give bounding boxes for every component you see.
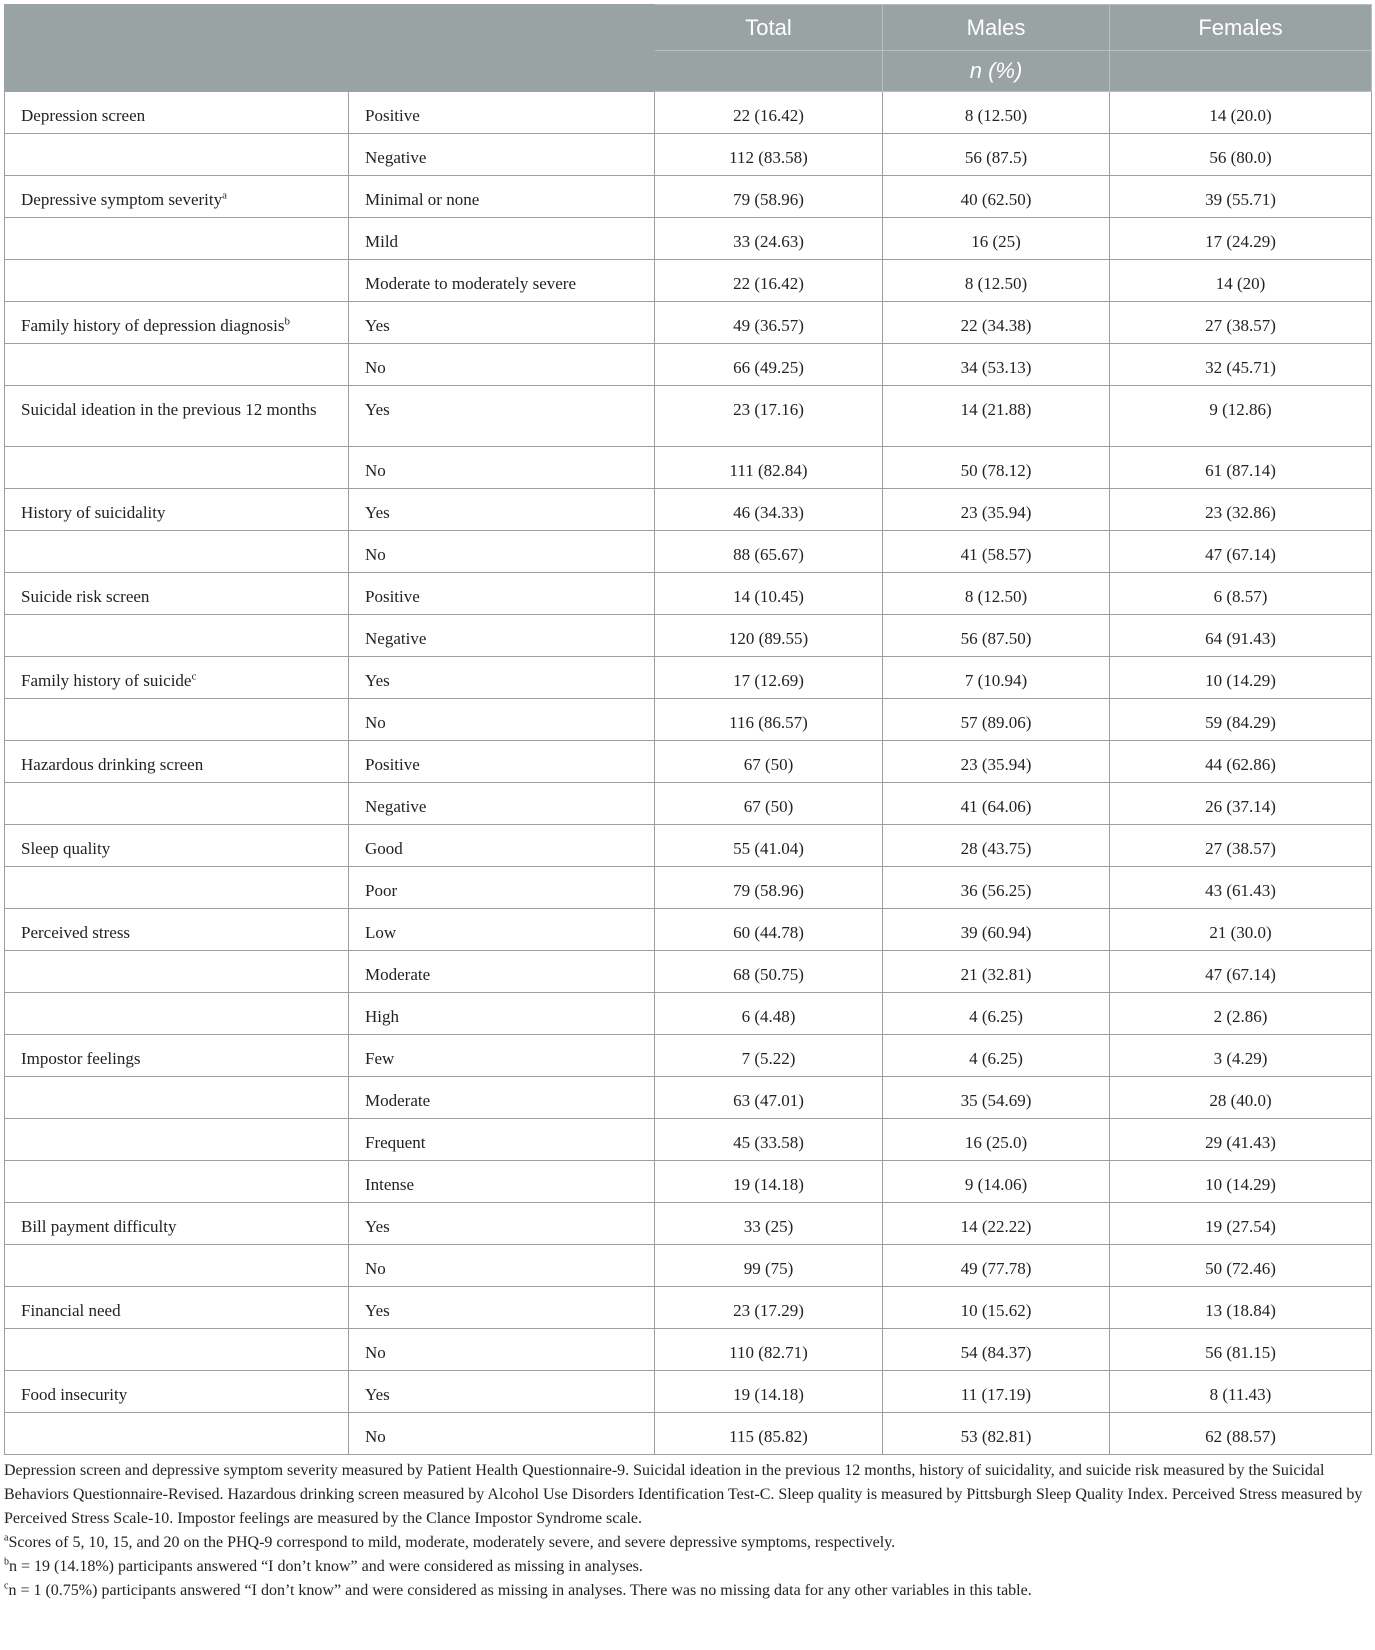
table-row (5, 260, 1372, 302)
footnote-ref: c (191, 670, 197, 683)
cell-category: No (349, 1245, 655, 1287)
cell-category: Mild (349, 218, 655, 260)
variable-label: Depressive symptom severity (21, 190, 223, 209)
cell-males: 23 (35.94) (883, 489, 1110, 531)
cell-variable (5, 615, 349, 657)
footnote-ref: b (284, 315, 290, 328)
cell-total: 14 (10.45) (655, 573, 883, 615)
cell-total: 79 (58.96) (655, 176, 883, 218)
cell-variable (5, 573, 349, 615)
cell-variable (5, 447, 349, 489)
cell-category: High (349, 993, 655, 1035)
cell-total: 22 (16.42) (655, 260, 883, 302)
table-row (5, 1203, 1372, 1245)
cell-males: 21 (32.81) (883, 951, 1110, 993)
header-unit-n: n (969, 58, 982, 83)
cell-females: 59 (84.29) (1110, 699, 1372, 741)
cell-total: 112 (83.58) (655, 134, 883, 176)
cell-variable (5, 302, 349, 344)
cell-males: 8 (12.50) (883, 260, 1110, 302)
cell-category: Moderate to moderately severe (349, 260, 655, 302)
cell-females: 10 (14.29) (1110, 1161, 1372, 1203)
cell-total: 33 (25) (655, 1203, 883, 1245)
cell-females: 56 (80.0) (1110, 134, 1372, 176)
cell-males: 39 (60.94) (883, 909, 1110, 951)
table-row (5, 825, 1372, 867)
cell-variable (5, 1413, 349, 1455)
cell-females: 17 (24.29) (1110, 218, 1372, 260)
table-row (5, 867, 1372, 909)
cell-males: 8 (12.50) (883, 92, 1110, 134)
variable-label: Suicide risk screen (21, 587, 150, 606)
header-blank-variable (5, 5, 349, 92)
cell-females: 43 (61.43) (1110, 867, 1372, 909)
header-unit-left (655, 51, 883, 92)
cell-total: 66 (49.25) (655, 344, 883, 386)
cell-variable (5, 993, 349, 1035)
cell-males: 57 (89.06) (883, 699, 1110, 741)
variable-label: Suicidal ideation in the previous 12 months (21, 400, 317, 419)
cell-variable (5, 783, 349, 825)
cell-males: 54 (84.37) (883, 1329, 1110, 1371)
cell-females: 50 (72.46) (1110, 1245, 1372, 1287)
table-row (5, 344, 1372, 386)
header-unit-rest: (%) (981, 58, 1023, 83)
cell-females: 8 (11.43) (1110, 1371, 1372, 1413)
cell-females: 64 (91.43) (1110, 615, 1372, 657)
cell-variable (5, 386, 349, 447)
table-row (5, 951, 1372, 993)
table-container (4, 4, 1371, 1603)
cell-total: 67 (50) (655, 741, 883, 783)
cell-males: 40 (62.50) (883, 176, 1110, 218)
cell-category: No (349, 531, 655, 573)
table-body (5, 92, 1372, 1455)
table-row (5, 92, 1372, 134)
table-row (5, 1035, 1372, 1077)
table-row (5, 741, 1372, 783)
cell-variable (5, 825, 349, 867)
variable-label: Food insecurity (21, 1385, 128, 1404)
cell-females: 28 (40.0) (1110, 1077, 1372, 1119)
cell-category: Negative (349, 615, 655, 657)
cell-males: 8 (12.50) (883, 573, 1110, 615)
cell-variable (5, 1077, 349, 1119)
cell-males: 4 (6.25) (883, 993, 1110, 1035)
cell-variable (5, 344, 349, 386)
cell-total: 45 (33.58) (655, 1119, 883, 1161)
cell-females: 39 (55.71) (1110, 176, 1372, 218)
cell-females: 13 (18.84) (1110, 1287, 1372, 1329)
footnote-text: Scores of 5, 10, 15, and 20 on the PHQ-9 correspond to mild, moderate, moderately severe, and severe depressive symptoms, respectively. (8, 1534, 896, 1551)
table-row (5, 531, 1372, 573)
cell-males: 23 (35.94) (883, 741, 1110, 783)
cell-females: 61 (87.14) (1110, 447, 1372, 489)
header-blank-category (349, 5, 655, 92)
table-row (5, 909, 1372, 951)
table-row (5, 134, 1372, 176)
table-row (5, 1119, 1372, 1161)
cell-males: 50 (78.12) (883, 447, 1110, 489)
table-notes (4, 1459, 1371, 1603)
cell-category: No (349, 344, 655, 386)
variable-label: Perceived stress (21, 923, 131, 942)
table-row (5, 176, 1372, 218)
cell-variable (5, 92, 349, 134)
footnote-c (4, 1579, 1371, 1603)
cell-variable (5, 657, 349, 699)
cell-variable (5, 1203, 349, 1245)
cell-category: Positive (349, 573, 655, 615)
cell-variable (5, 1245, 349, 1287)
cell-variable (5, 1119, 349, 1161)
cell-females: 26 (37.14) (1110, 783, 1372, 825)
table-row (5, 783, 1372, 825)
cell-females: 44 (62.86) (1110, 741, 1372, 783)
table-header (5, 5, 1372, 92)
header-males: Males (883, 5, 1110, 51)
header-total: Total (655, 5, 883, 51)
cell-males: 53 (82.81) (883, 1413, 1110, 1455)
table-row (5, 615, 1372, 657)
cell-total: 22 (16.42) (655, 92, 883, 134)
cell-females: 47 (67.14) (1110, 531, 1372, 573)
footnote-ref: a (222, 189, 228, 202)
cell-females: 29 (41.43) (1110, 1119, 1372, 1161)
cell-category: No (349, 447, 655, 489)
cell-total: 67 (50) (655, 783, 883, 825)
cell-category: Yes (349, 489, 655, 531)
header-unit-right (1110, 51, 1372, 92)
cell-category: Yes (349, 657, 655, 699)
table-row (5, 699, 1372, 741)
cell-category: No (349, 1413, 655, 1455)
footnote-text: n = 19 (14.18%) participants answered “I don’t know” and were considered as missing in analyses. (9, 1558, 643, 1575)
cell-category: Yes (349, 1371, 655, 1413)
cell-females: 27 (38.57) (1110, 825, 1372, 867)
cell-males: 34 (53.13) (883, 344, 1110, 386)
cell-category: Good (349, 825, 655, 867)
footnote-mark: c (4, 1580, 9, 1592)
notes-main: Depression screen and depressive symptom severity measured by Patient Health Questionnaire-9. Suicidal ideation in the previous 12 months, history of suicidality, and suicide risk measured by the Suicidal Behaviors Questionnaire-Revised. Hazardous drinking screen measured by Alcohol Use Disorders Identification Test-C. Sleep quality is measured by Pittsburgh Sleep Quality Index. Perceived Stress measured by Perceived Stress Scale-10. Impostor feelings are measured by the Clance Impostor Syndrome scale. (4, 1462, 1363, 1527)
cell-variable (5, 909, 349, 951)
cell-males: 14 (21.88) (883, 386, 1110, 447)
cell-total: 55 (41.04) (655, 825, 883, 867)
table-row (5, 1329, 1372, 1371)
cell-females: 9 (12.86) (1110, 386, 1372, 447)
cell-total: 63 (47.01) (655, 1077, 883, 1119)
cell-females: 47 (67.14) (1110, 951, 1372, 993)
cell-variable (5, 1287, 349, 1329)
cell-category: Positive (349, 741, 655, 783)
cell-variable (5, 260, 349, 302)
cell-total: 115 (85.82) (655, 1413, 883, 1455)
header-unit (883, 51, 1110, 92)
cell-category: Moderate (349, 1077, 655, 1119)
table-row (5, 573, 1372, 615)
cell-males: 4 (6.25) (883, 1035, 1110, 1077)
cell-category: Few (349, 1035, 655, 1077)
cell-category: Yes (349, 386, 655, 447)
cell-females: 19 (27.54) (1110, 1203, 1372, 1245)
cell-males: 49 (77.78) (883, 1245, 1110, 1287)
cell-females: 32 (45.71) (1110, 344, 1372, 386)
variable-label: Impostor feelings (21, 1049, 141, 1068)
cell-males: 41 (64.06) (883, 783, 1110, 825)
cell-males: 28 (43.75) (883, 825, 1110, 867)
cell-total: 7 (5.22) (655, 1035, 883, 1077)
cell-total: 49 (36.57) (655, 302, 883, 344)
cell-males: 7 (10.94) (883, 657, 1110, 699)
cell-females: 21 (30.0) (1110, 909, 1372, 951)
variable-label: History of suicidality (21, 503, 166, 522)
table-row (5, 1161, 1372, 1203)
cell-males: 36 (56.25) (883, 867, 1110, 909)
table-row (5, 218, 1372, 260)
table-row (5, 1413, 1372, 1455)
cell-variable (5, 176, 349, 218)
variable-label: Bill payment difficulty (21, 1217, 177, 1236)
cell-total: 17 (12.69) (655, 657, 883, 699)
cell-females: 6 (8.57) (1110, 573, 1372, 615)
variable-label: Hazardous drinking screen (21, 755, 204, 774)
cell-total: 60 (44.78) (655, 909, 883, 951)
footnote-text: n = 1 (0.75%) participants answered “I don’t know” and were considered as missing in analyses. There was no missing data for any other variables in this table. (8, 1582, 1032, 1599)
cell-males: 11 (17.19) (883, 1371, 1110, 1413)
cell-variable (5, 134, 349, 176)
cell-category: Frequent (349, 1119, 655, 1161)
cell-variable (5, 531, 349, 573)
cell-category: Positive (349, 92, 655, 134)
cell-variable (5, 1371, 349, 1413)
cell-females: 56 (81.15) (1110, 1329, 1372, 1371)
table-row (5, 447, 1372, 489)
cell-category: Yes (349, 1203, 655, 1245)
cell-females: 2 (2.86) (1110, 993, 1372, 1035)
cell-total: 110 (82.71) (655, 1329, 883, 1371)
cell-females: 10 (14.29) (1110, 657, 1372, 699)
cell-females: 23 (32.86) (1110, 489, 1372, 531)
cell-males: 16 (25) (883, 218, 1110, 260)
cell-total: 99 (75) (655, 1245, 883, 1287)
cell-category: Yes (349, 302, 655, 344)
cell-total: 19 (14.18) (655, 1371, 883, 1413)
cell-total: 88 (65.67) (655, 531, 883, 573)
footnote-a (4, 1531, 1371, 1555)
cell-variable (5, 489, 349, 531)
cell-females: 62 (88.57) (1110, 1413, 1372, 1455)
cell-variable (5, 218, 349, 260)
cell-total: 79 (58.96) (655, 867, 883, 909)
cell-males: 10 (15.62) (883, 1287, 1110, 1329)
variable-label: Family history of suicide (21, 671, 192, 690)
cell-variable (5, 951, 349, 993)
cell-females: 3 (4.29) (1110, 1035, 1372, 1077)
cell-category: Low (349, 909, 655, 951)
cell-category: Moderate (349, 951, 655, 993)
table-row (5, 302, 1372, 344)
results-table (4, 4, 1372, 1455)
table-row (5, 386, 1372, 447)
table-row (5, 1077, 1372, 1119)
cell-total: 19 (14.18) (655, 1161, 883, 1203)
cell-males: 35 (54.69) (883, 1077, 1110, 1119)
cell-variable (5, 1329, 349, 1371)
cell-category: Minimal or none (349, 176, 655, 218)
cell-total: 120 (89.55) (655, 615, 883, 657)
cell-males: 9 (14.06) (883, 1161, 1110, 1203)
cell-variable (5, 741, 349, 783)
cell-total: 46 (34.33) (655, 489, 883, 531)
cell-males: 56 (87.5) (883, 134, 1110, 176)
footnote-b (4, 1555, 1371, 1579)
cell-variable (5, 699, 349, 741)
cell-category: Intense (349, 1161, 655, 1203)
cell-variable (5, 1161, 349, 1203)
header-females: Females (1110, 5, 1372, 51)
cell-females: 27 (38.57) (1110, 302, 1372, 344)
cell-category: No (349, 699, 655, 741)
cell-females: 14 (20) (1110, 260, 1372, 302)
cell-females: 14 (20.0) (1110, 92, 1372, 134)
cell-males: 41 (58.57) (883, 531, 1110, 573)
variable-label: Financial need (21, 1301, 121, 1320)
cell-total: 6 (4.48) (655, 993, 883, 1035)
cell-total: 111 (82.84) (655, 447, 883, 489)
cell-variable (5, 1035, 349, 1077)
variable-label: Depression screen (21, 106, 146, 125)
cell-category: Negative (349, 783, 655, 825)
cell-males: 22 (34.38) (883, 302, 1110, 344)
cell-males: 16 (25.0) (883, 1119, 1110, 1161)
table-row (5, 1287, 1372, 1329)
table-row (5, 489, 1372, 531)
cell-total: 33 (24.63) (655, 218, 883, 260)
footnote-mark: a (4, 1532, 9, 1544)
cell-total: 116 (86.57) (655, 699, 883, 741)
footnote-mark: b (4, 1556, 9, 1568)
table-row (5, 1371, 1372, 1413)
cell-total: 23 (17.16) (655, 386, 883, 447)
cell-category: Yes (349, 1287, 655, 1329)
table-row (5, 657, 1372, 699)
cell-category: Poor (349, 867, 655, 909)
cell-males: 14 (22.22) (883, 1203, 1110, 1245)
variable-label: Family history of depression diagnosis (21, 316, 285, 335)
cell-total: 23 (17.29) (655, 1287, 883, 1329)
cell-total: 68 (50.75) (655, 951, 883, 993)
cell-category: Negative (349, 134, 655, 176)
table-row (5, 993, 1372, 1035)
cell-category: No (349, 1329, 655, 1371)
variable-label: Sleep quality (21, 839, 111, 858)
cell-males: 56 (87.50) (883, 615, 1110, 657)
cell-variable (5, 867, 349, 909)
table-row (5, 1245, 1372, 1287)
